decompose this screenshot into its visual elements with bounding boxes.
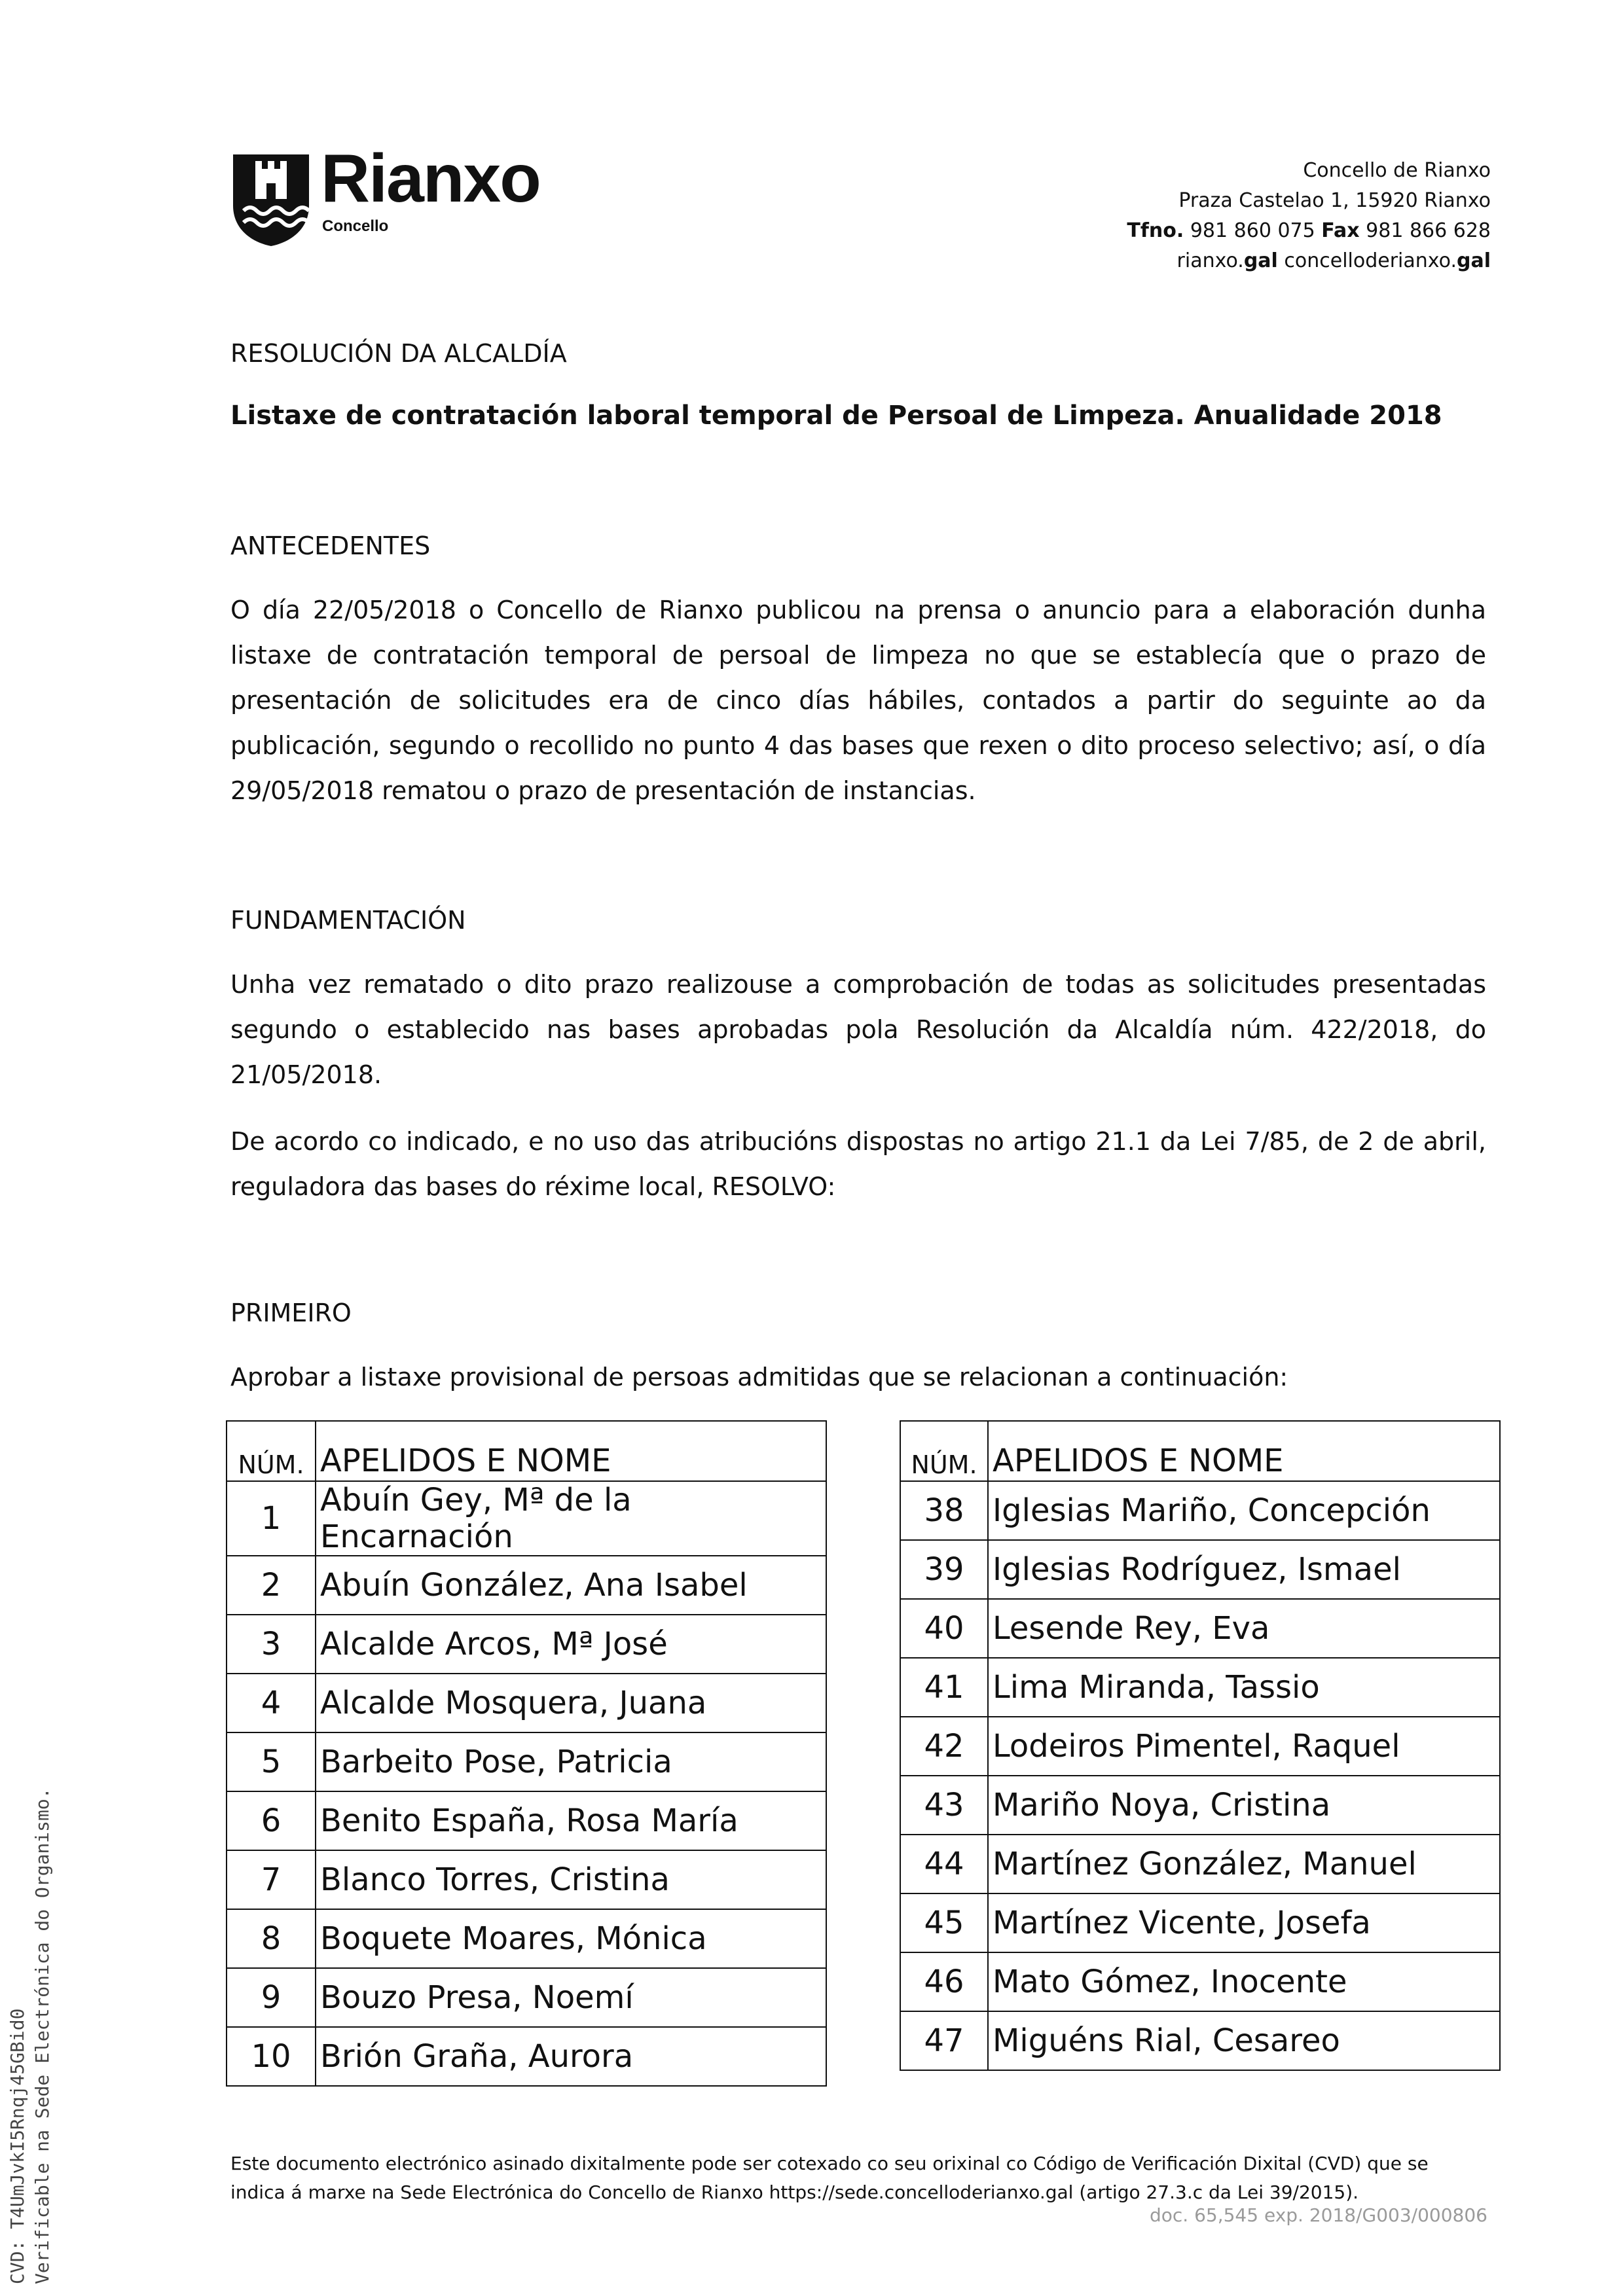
row-number: 39 <box>900 1540 988 1599</box>
row-number: 4 <box>227 1674 316 1732</box>
row-number: 38 <box>900 1481 988 1540</box>
name-column-header: APELIDOS E NOME <box>988 1421 1500 1481</box>
row-number: 45 <box>900 1893 988 1952</box>
person-name: Lesende Rey, Eva <box>988 1599 1500 1658</box>
row-number: 5 <box>227 1732 316 1791</box>
row-number: 44 <box>900 1835 988 1893</box>
antecedentes-paragraph: O día 22/05/2018 o Concello de Rianxo publicou na prensa o anuncio para a elaboración dunha listaxe de contratación temporal de persoal de limpeza no que se establecía que o prazo de presentación de solicitudes era de cinco días hábiles, contados a partir do seguinte ao da publicación, segundo o recollido no punto 4 das bases que rexen o dito proceso selectivo; así, o día 29/05/2018 rematou o prazo de presentación de instancias. <box>230 596 1486 805</box>
fundamentacion-paragraph-2: De acordo co indicado, e no uso das atribucións dispostas no artigo 21.1 da Lei 7/85, de 2 de abril, reguladora das bases do réxime local, RESOLVO: <box>230 1127 1486 1201</box>
person-name: Lodeiros Pimentel, Raquel <box>988 1717 1500 1776</box>
person-name: Abuín González, Ana Isabel <box>316 1556 826 1615</box>
coat-of-arms-icon <box>230 152 312 247</box>
person-name: Boquete Moares, Mónica <box>316 1909 826 1968</box>
table-row <box>227 1732 826 1791</box>
person-name: Benito España, Rosa María <box>316 1791 826 1850</box>
fax-number: 981 866 628 <box>1366 219 1491 242</box>
table-row <box>900 1952 1500 2011</box>
verification-text: Verificable na Sede Electrónica do Organismo. <box>31 1787 53 2284</box>
row-number: 9 <box>227 1968 316 2027</box>
address-block <box>1127 156 1491 276</box>
document-reference: doc. 65,545 exp. 2018/G003/000806 <box>1149 2204 1487 2226</box>
person-name: Abuín Gey, Mª de la Encarnación <box>316 1481 826 1556</box>
row-number: 6 <box>227 1791 316 1850</box>
verification-note: Este documento electrónico asinado dixitalmente pode ser cotexado co seu orixinal co Código de Verificación Dixital (CVD) que se indica á marxe na Sede Electrónica do Concello de Rianxo https://sede.concelloderianxo.gal (artigo 27.3.c da Lei 39/2015). <box>230 2153 1429 2203</box>
person-name: Alcalde Arcos, Mª José <box>316 1615 826 1674</box>
table-row <box>900 1835 1500 1893</box>
phone-number: 981 860 075 <box>1190 219 1315 242</box>
document-title: Listaxe de contratación laboral temporal de Persoal de Limpeza. Anualidade 2018 <box>230 401 1442 431</box>
row-number: 47 <box>900 2011 988 2070</box>
row-number: 1 <box>227 1481 316 1556</box>
fundamentacion-paragraph-1: Unha vez rematado o dito prazo realizouse a comprobación de todas as solicitudes presentadas segundo o establecido nas bases aprobadas pola Resolución da Alcaldía núm. 422/2018, do 21/05/2018. <box>230 970 1486 1089</box>
row-number: 3 <box>227 1615 316 1674</box>
person-name: Martínez Vicente, Josefa <box>988 1893 1500 1952</box>
person-name: Iglesias Rodríguez, Ismael <box>988 1540 1500 1599</box>
name-column-header: APELIDOS E NOME <box>316 1421 826 1481</box>
primeiro-heading: PRIMEIRO <box>230 1299 352 1327</box>
row-number: 42 <box>900 1717 988 1776</box>
table-row <box>227 1481 826 1556</box>
row-number: 10 <box>227 2027 316 2086</box>
fundamentacion-heading: FUNDAMENTACIÓN <box>230 906 466 935</box>
antecedentes-heading: ANTECEDENTES <box>230 531 431 560</box>
table-row <box>227 1674 826 1732</box>
cvd-margin <box>5 1787 55 2284</box>
table-header-row <box>227 1421 826 1481</box>
web-line <box>1127 246 1491 276</box>
person-name: Blanco Torres, Cristina <box>316 1850 826 1909</box>
num-column-header: NÚM. <box>227 1421 316 1481</box>
table-row <box>900 1540 1500 1599</box>
table-header-row <box>900 1421 1500 1481</box>
primeiro-paragraph: Aprobar a listaxe provisional de persoas admitidas que se relacionan a continuación: <box>230 1363 1288 1391</box>
person-name: Brión Graña, Aurora <box>316 2027 826 2086</box>
contact-line <box>1127 216 1491 246</box>
resolution-heading: RESOLUCIÓN DA ALCALDÍA <box>230 339 567 368</box>
person-name: Mato Gómez, Inocente <box>988 1952 1500 2011</box>
person-name: Lima Miranda, Tassio <box>988 1658 1500 1717</box>
num-column-header: NÚM. <box>900 1421 988 1481</box>
brand-name: Rianxo <box>321 141 540 217</box>
row-number: 41 <box>900 1658 988 1717</box>
person-name: Miguéns Rial, Cesareo <box>988 2011 1500 2070</box>
person-name: Bouzo Presa, Noemí <box>316 1968 826 2027</box>
row-number: 46 <box>900 1952 988 2011</box>
table-row <box>900 2011 1500 2070</box>
table-row <box>900 1776 1500 1835</box>
table-row <box>227 1909 826 1968</box>
table-row <box>227 1615 826 1674</box>
row-number: 43 <box>900 1776 988 1835</box>
person-name: Mariño Noya, Cristina <box>988 1776 1500 1835</box>
cvd-code: CVD: T4UmJvkI5Rnqj45GBid0 <box>7 2008 28 2284</box>
table-row <box>900 1481 1500 1540</box>
brand-subtitle: Concello <box>322 217 389 235</box>
admitted-list-table-right <box>900 1420 1501 2071</box>
admitted-list-table-left <box>226 1420 827 2087</box>
table-row <box>227 1791 826 1850</box>
row-number: 2 <box>227 1556 316 1615</box>
address-line: Concello de Rianxo <box>1303 159 1491 182</box>
table-row <box>900 1658 1500 1717</box>
table-row <box>227 1968 826 2027</box>
row-number: 8 <box>227 1909 316 1968</box>
person-name: Barbeito Pose, Patricia <box>316 1732 826 1791</box>
website-link[interactable]: rianxo.gal <box>1176 249 1278 272</box>
person-name: Martínez González, Manuel <box>988 1835 1500 1893</box>
table-row <box>227 1850 826 1909</box>
table-row <box>227 2027 826 2086</box>
phone-label: Tfno. <box>1127 219 1184 242</box>
table-row <box>900 1717 1500 1776</box>
address-line: Praza Castelao 1, 15920 Rianxo <box>1178 189 1491 212</box>
website-link[interactable]: concelloderianxo.gal <box>1284 249 1491 272</box>
row-number: 40 <box>900 1599 988 1658</box>
row-number: 7 <box>227 1850 316 1909</box>
concello-logo <box>230 141 571 250</box>
fax-label: Fax <box>1321 219 1360 242</box>
person-name: Iglesias Mariño, Concepción <box>988 1481 1500 1540</box>
table-row <box>227 1556 826 1615</box>
person-name: Alcalde Mosquera, Juana <box>316 1674 826 1732</box>
table-row <box>900 1599 1500 1658</box>
table-row <box>900 1893 1500 1952</box>
